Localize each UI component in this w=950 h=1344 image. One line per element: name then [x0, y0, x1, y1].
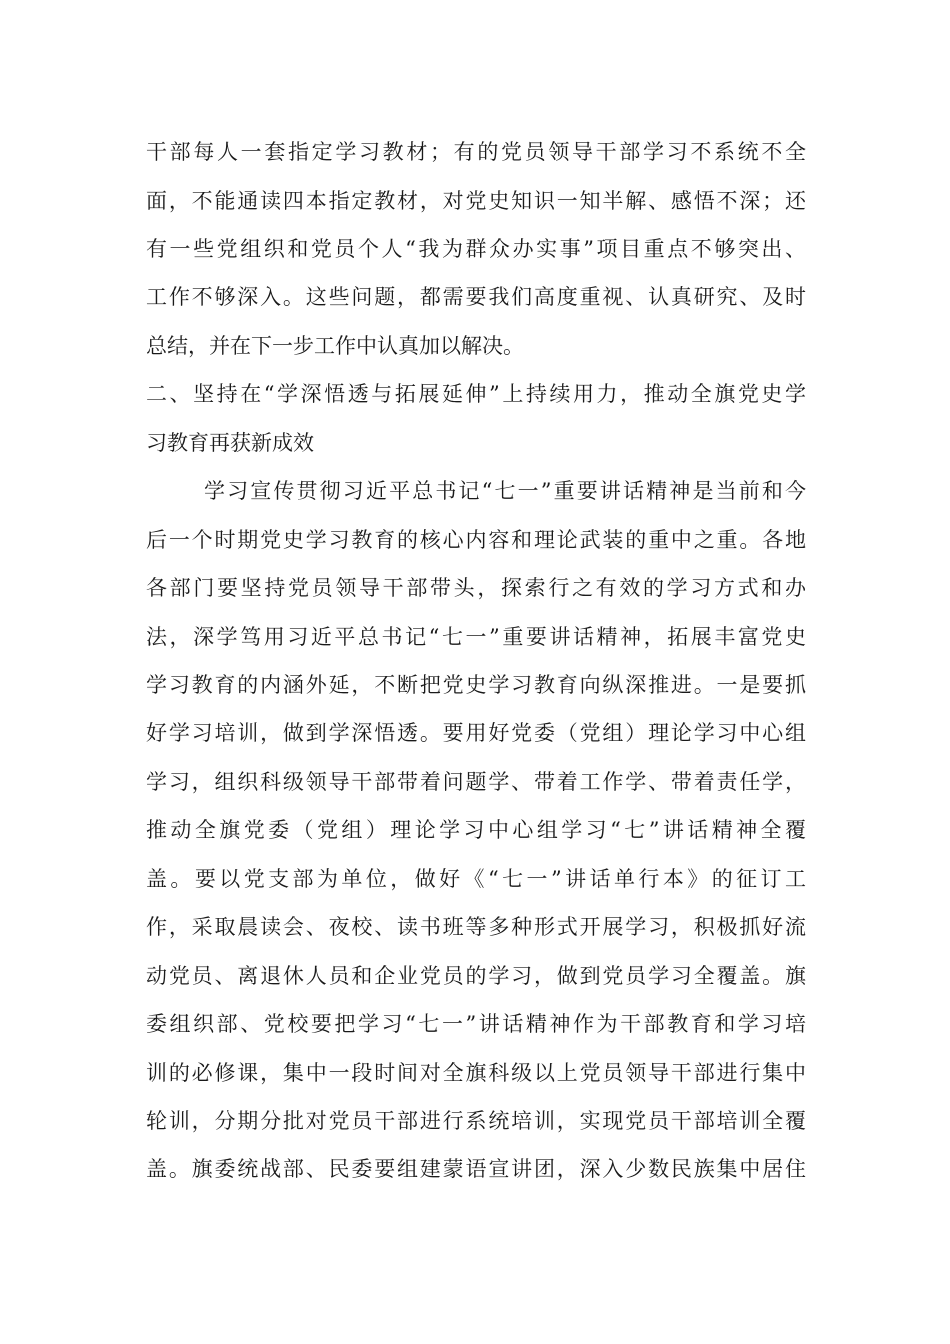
- body-text-line: 工作不够深入。这些问题，都需要我们高度重视、认真研究、及时: [146, 285, 806, 309]
- body-text-line: 轮训，分期分批对党员干部进行系统培训，实现党员干部培训全覆: [146, 1109, 806, 1133]
- body-text-line: 推动全旗党委（党组）理论学习中心组学习“七”讲话精神全覆: [146, 818, 806, 842]
- body-text-line: 后一个时期党史学习教育的核心内容和理论武装的重中之重。各地: [146, 528, 806, 552]
- body-text-line: 有一些党组织和党员个人“我为群众办实事”项目重点不够突出、: [146, 237, 806, 261]
- body-text-line: 作，采取晨读会、夜校、读书班等多种形式开展学习，积极抓好流: [146, 915, 806, 939]
- body-text-line: 面，不能通读四本指定教材，对党史知识一知半解、感悟不深；还: [146, 189, 806, 213]
- body-text-line: 委组织部、党校要把学习“七一”讲话精神作为干部教育和学习培: [146, 1012, 806, 1036]
- body-text-line: 法，深学笃用习近平总书记“七一”重要讲话精神，拓展丰富党史: [146, 625, 806, 649]
- section-heading-line: 习教育再获新成效: [146, 431, 314, 455]
- body-text-line: 盖。旗委统战部、民委要组建蒙语宣讲团，深入少数民族集中居住: [146, 1157, 806, 1181]
- body-text-line: 动党员、离退休人员和企业党员的学习，做到党员学习全覆盖。旗: [146, 964, 806, 988]
- body-text-line: 训的必修课，集中一段时间对全旗科级以上党员领导干部进行集中: [146, 1061, 806, 1085]
- body-text-line: 学习，组织科级领导干部带着问题学、带着工作学、带着责任学，: [146, 770, 806, 794]
- body-text-line: 学习宣传贯彻习近平总书记“七一”重要讲话精神是当前和今: [204, 479, 806, 503]
- body-text-line: 学习教育的内涵外延，不断把党史学习教育向纵深推进。一是要抓: [146, 673, 806, 697]
- body-text-line: 总结，并在下一步工作中认真加以解决。: [146, 334, 524, 358]
- section-heading-line: 二、坚持在“学深悟透与拓展延伸”上持续用力，推动全旗党史学: [146, 382, 806, 406]
- body-text-line: 好学习培训，做到学深悟透。要用好党委（党组）理论学习中心组: [146, 721, 806, 745]
- body-text-line: 干部每人一套指定学习教材；有的党员领导干部学习不系统不全: [146, 140, 806, 164]
- body-text-line: 盖。要以党支部为单位，做好《“七一”讲话单行本》的征订工: [146, 867, 806, 891]
- body-text-line: 各部门要坚持党员领导干部带头，探索行之有效的学习方式和办: [146, 576, 806, 600]
